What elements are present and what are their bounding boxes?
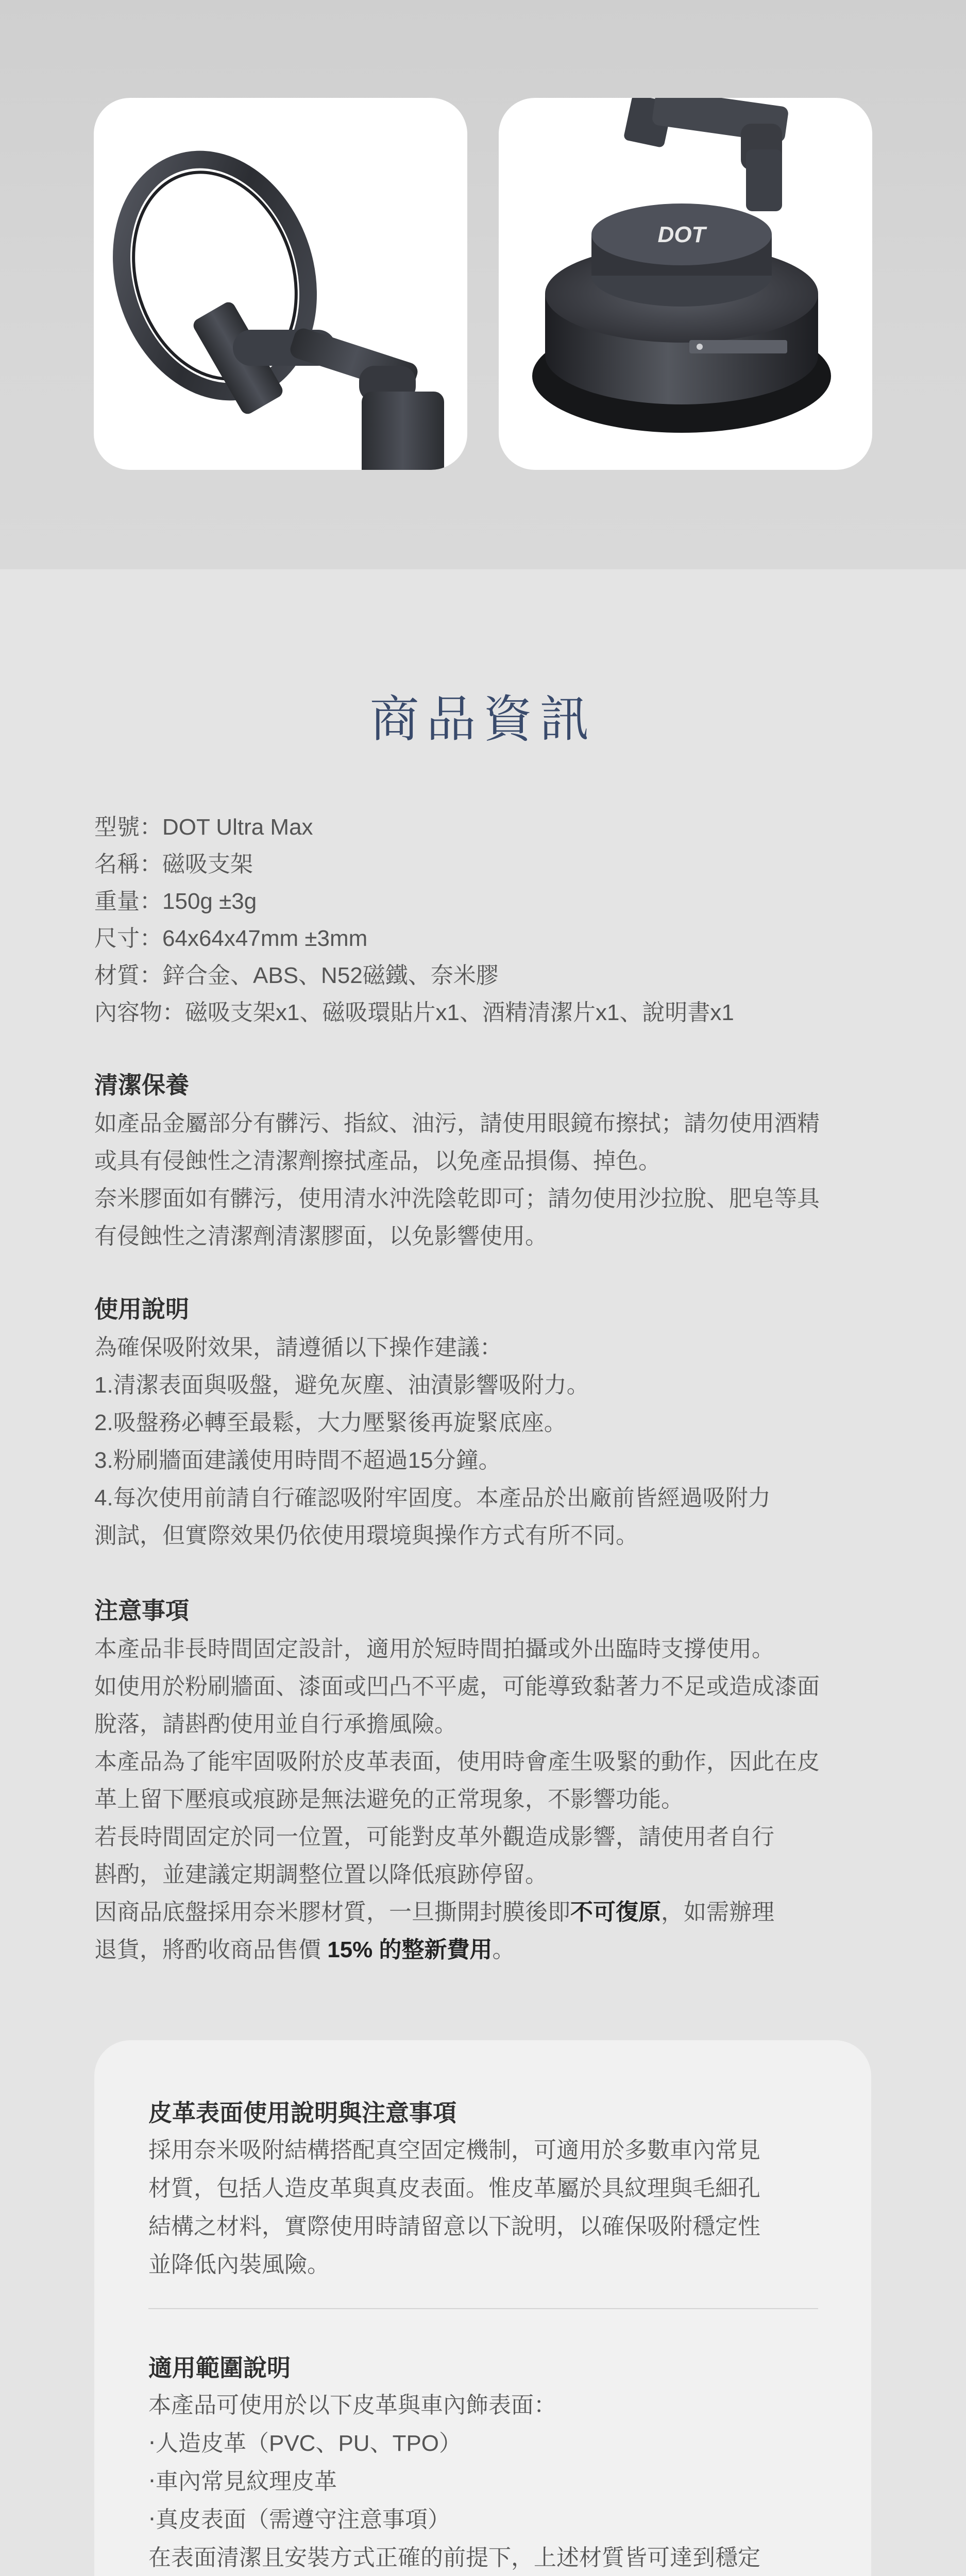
page-title: 商品資訊 [369,692,597,747]
list-item: ‧車內常見紋理皮革 [148,2469,337,2494]
cleaning-section [94,1066,877,1255]
text-run: 退貨，將酌收商品售價 [94,1937,328,1962]
paragraph-line: 2.吸盤務必轉至最鬆，大力壓緊後再旋緊底座。 [94,1410,567,1435]
section-heading: 清潔保養 [94,1072,189,1098]
spec-material: 材質：鋅合金、ABS、N52磁鐵、奈米膠 [94,963,499,988]
paragraph-line: 本產品可使用於以下皮革與車內飾表面： [148,2393,556,2418]
section-heading: 使用說明 [94,1296,189,1323]
paragraph-line: 本產品非長時間固定設計，適用於短時間拍攝或外出臨時支撐使用。 [94,1636,774,1662]
text-run: ，如需辦理 [661,1900,774,1925]
paragraph-line: 在表面清潔且安裝方式正確的前提下，上述材質皆可達到穩定 [148,2545,760,2570]
spec-weight: 重量：150g ±3g [94,889,257,914]
panel-heading: 皮革表面使用說明與注意事項 [148,2099,456,2126]
suction-base-illustration [499,98,872,470]
usage-section [94,1291,877,1554]
panel-heading: 適用範圍說明 [148,2354,291,2381]
section-heading: 注意事項 [94,1597,189,1624]
list-item: ‧人造皮革（PVC、PU、TPO） [148,2431,462,2456]
paragraph-line: 1.清潔表面與吸盤，避免灰塵、油漬影響吸附力。 [94,1372,589,1398]
emphasis-text: 不可復原 [570,1900,661,1925]
list-item: ‧真皮表面（需遵守注意事項） [148,2507,450,2532]
paragraph-line: 材質，包括人造皮革與真皮表面。惟皮革屬於具紋理與毛細孔 [148,2176,760,2201]
notes-section [94,1592,877,1969]
paragraph-line: 採用奈米吸附結構搭配真空固定機制，可適用於多數車內常見 [148,2138,760,2163]
paragraph-line: 測試，但實際效果仍依使用環境與操作方式有所不同。 [94,1523,638,1548]
text-run: 。 [492,1937,515,1962]
paragraph-line: 結構之材料，實際使用時請留意以下說明，以確保吸附穩定性 [148,2214,760,2239]
spec-size: 尺寸：64x64x47mm ±3mm [94,926,368,951]
paragraph-line: 有侵蝕性之清潔劑清潔膠面，以免影響使用。 [94,1224,548,1249]
paragraph-line-emphasis [94,1893,877,1931]
spec-list [94,809,877,1031]
paragraph-line: 4.每次使用前請自行確認吸附牢固度。本產品於出廠前皆經過吸附力 [94,1485,771,1511]
paragraph-line: 脫落，請斟酌使用並自行承擔風險。 [94,1711,457,1737]
text-run: 因商品底盤採用奈米膠材質，一旦撕開封膜後即 [94,1900,570,1925]
paragraph-line: 為確保吸附效果，請遵循以下操作建議： [94,1335,502,1360]
paragraph-line: 或具有侵蝕性之清潔劑擦拭產品，以免產品損傷、掉色。 [94,1148,661,1174]
paragraph-line: 若長時間固定於同一位置，可能對皮革外觀造成影響，請使用者自行 [94,1824,774,1850]
product-photo-ring-stand [94,98,467,470]
paragraph-line: 3.粉刷牆面建議使用時間不超過15分鐘。 [94,1448,501,1473]
paragraph-line: 斟酌，並建議定期調整位置以降低痕跡停留。 [94,1862,548,1887]
product-photo-base [499,98,872,470]
paragraph-line: 革上留下壓痕或痕跡是無法避免的正常現象，不影響功能。 [94,1787,684,1812]
paragraph-line: 如產品金屬部分有髒污、指紋、油污，請使用眼鏡布擦拭；請勿使用酒精 [94,1111,820,1136]
paragraph-line: 如使用於粉刷牆面、漆面或凹凸不平處，可能導致黏著力不足或造成漆面 [94,1674,820,1699]
divider [148,2308,818,2309]
leather-intro [148,2094,818,2284]
leather-usage-panel [94,2040,871,2576]
paragraph-line: 並降低內裝風險。 [148,2252,330,2277]
product-logo: DOT [657,222,706,247]
emphasis-text: 15% 的整新費用 [327,1937,493,1962]
paragraph-line: 奈米膠面如有髒污，使用清水沖洗陰乾即可；請勿使用沙拉脫、肥皂等具 [94,1186,820,1211]
paragraph-line-emphasis [94,1931,877,1969]
scope-block [148,2349,818,2576]
ring-stand-illustration [94,98,467,470]
paragraph-line: 本產品為了能牢固吸附於皮革表面，使用時會產生吸緊的動作，因此在皮 [94,1749,820,1774]
spec-name: 名稱：磁吸支架 [94,852,253,877]
spec-model: 型號：DOT Ultra Max [94,815,313,840]
spec-contents: 內容物：磁吸支架x1、磁吸環貼片x1、酒精清潔片x1、說明書x1 [94,1000,734,1025]
